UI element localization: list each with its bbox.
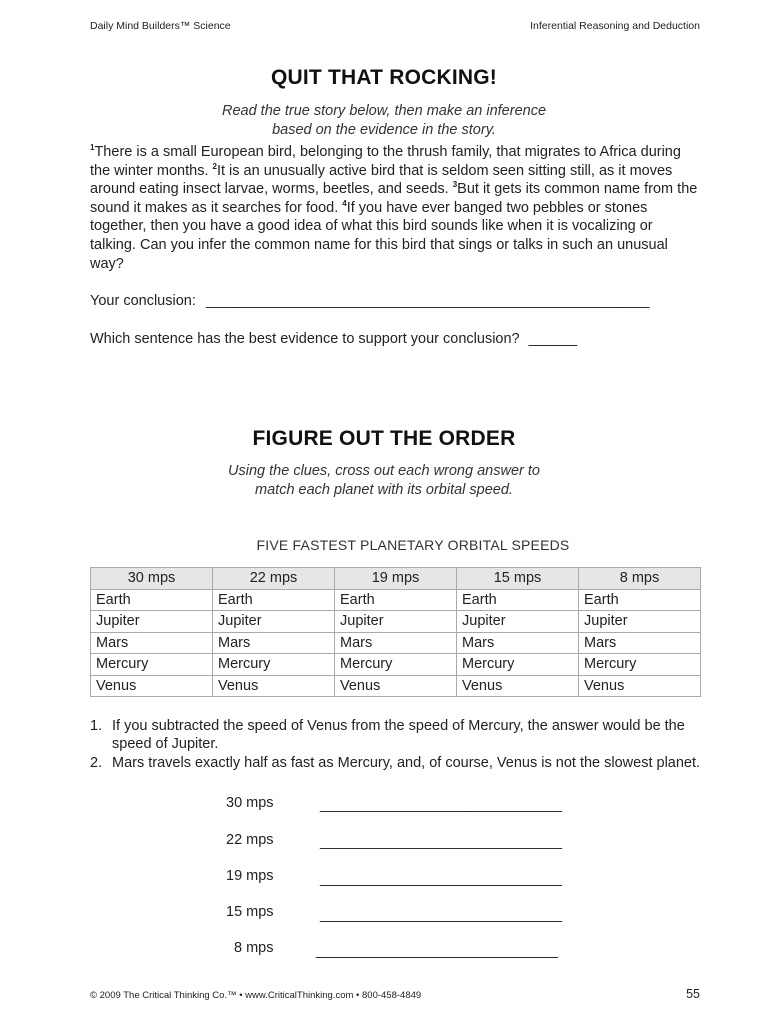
story-sentence: If you have ever banged two pebbles or stones together, then you have a good idea of what this bird sounds like when it is vocalizing or talking. Can you infer the common name for this bird that sings or talks in such an unusual way? xyxy=(90,199,668,272)
planet-cell[interactable]: Mercury xyxy=(457,654,579,676)
section2-intro xyxy=(0,462,768,500)
planet-cell[interactable]: Jupiter xyxy=(213,611,335,633)
answer-line[interactable]: ______________________________ xyxy=(320,797,562,813)
answer-label: 30 mps xyxy=(226,795,274,811)
header-left-text: Daily Mind Builders™ Science xyxy=(90,20,231,32)
planet-cell[interactable]: Earth xyxy=(91,589,213,611)
clue-number: 2. xyxy=(90,754,103,771)
planet-cell[interactable]: Venus xyxy=(213,675,335,697)
clue-text: Mars travels exactly half as fast as Mercury, and, of course, Venus is not the slowest planet. xyxy=(112,754,701,771)
planet-cell[interactable]: Earth xyxy=(335,589,457,611)
planet-cell[interactable]: Mars xyxy=(579,632,701,654)
conclusion-answer-line[interactable]: _______________________________________________________ xyxy=(205,293,650,309)
answer-line[interactable]: ______________________________ xyxy=(320,907,562,923)
answer-label: 19 mps xyxy=(226,868,274,884)
sentence-number: 3 xyxy=(452,180,458,190)
planet-cell[interactable]: Mars xyxy=(91,632,213,654)
planet-cell[interactable]: Mars xyxy=(457,632,579,654)
story-sentence: But it gets its common name from the sound it makes as it searches for food. xyxy=(90,181,698,216)
planet-cell[interactable]: Venus xyxy=(335,675,457,697)
answer-label: 15 mps xyxy=(226,904,274,920)
evidence-row xyxy=(90,331,577,347)
column-header: 30 mps xyxy=(91,568,213,590)
story-sentence: There is a small European bird, belonging to the thrush family, that migrates to Africa during the winter months. xyxy=(90,144,681,179)
section1-intro-line2: based on the evidence in the story. xyxy=(272,122,496,138)
planet-cell[interactable]: Jupiter xyxy=(91,611,213,633)
column-header: 19 mps xyxy=(335,568,457,590)
section1-intro xyxy=(0,102,768,140)
column-header: 22 mps xyxy=(213,568,335,590)
table-header-row xyxy=(91,568,701,590)
section1-intro-line1: Read the true story below, then make an inference xyxy=(221,103,547,119)
planet-cell[interactable]: Mercury xyxy=(213,654,335,676)
header-right-text: Inferential Reasoning and Deduction xyxy=(530,20,700,32)
planet-cell[interactable]: Mars xyxy=(335,632,457,654)
planet-cell[interactable]: Earth xyxy=(457,589,579,611)
answer-line[interactable]: ______________________________ xyxy=(320,834,562,850)
answer-line[interactable]: ______________________________ xyxy=(320,871,562,887)
table-row xyxy=(91,675,701,697)
story-sentence: It is an unusually active bird that is seldom seen sitting still, as it moves around eating insect larvae, worms, beetles, and seeds. xyxy=(90,162,673,198)
sentence-number: 1 xyxy=(90,143,95,153)
column-header: 8 mps xyxy=(579,568,701,590)
planet-cell[interactable]: Venus xyxy=(457,675,579,697)
footer-copyright: © 2009 The Critical Thinking Co.™ • www.CriticalThinking.com • 800-458-4849 xyxy=(90,990,422,1001)
table-title: FIVE FASTEST PLANETARY ORBITAL SPEEDS xyxy=(256,537,570,553)
evidence-question: Which sentence has the best evidence to support your conclusion? xyxy=(90,331,520,347)
planet-cell[interactable]: Jupiter xyxy=(335,611,457,633)
evidence-answer-line[interactable]: ______ xyxy=(528,331,578,347)
planet-cell[interactable]: Mercury xyxy=(579,654,701,676)
section2-intro-line2: match each planet with its orbital speed. xyxy=(255,482,513,498)
conclusion-row xyxy=(90,293,649,309)
planet-cell[interactable]: Jupiter xyxy=(457,611,579,633)
sentence-number: 2 xyxy=(212,161,217,171)
planet-cell[interactable]: Jupiter xyxy=(579,611,701,633)
answer-label: 8 mps xyxy=(234,940,274,956)
planet-cell[interactable]: Mercury xyxy=(91,654,213,676)
section2-title: FIGURE OUT THE ORDER xyxy=(252,427,516,450)
clue-item xyxy=(90,717,710,754)
planet-cell[interactable]: Earth xyxy=(213,589,335,611)
table-row xyxy=(91,654,701,676)
planet-cell[interactable]: Venus xyxy=(579,675,701,697)
orbital-speed-table xyxy=(90,567,701,697)
table-row xyxy=(91,611,701,633)
answer-label: 22 mps xyxy=(226,832,274,848)
section2-intro-line1: Using the clues, cross out each wrong answer to xyxy=(228,463,540,479)
planet-cell[interactable]: Earth xyxy=(579,589,701,611)
page-number: 55 xyxy=(686,987,700,1001)
sentence-number: 4 xyxy=(342,198,347,208)
table-row xyxy=(91,589,701,611)
planet-cell[interactable]: Mercury xyxy=(335,654,457,676)
planet-cell[interactable]: Venus xyxy=(91,675,213,697)
table-row xyxy=(91,632,701,654)
section1-title: QUIT THAT ROCKING! xyxy=(270,66,498,89)
clue-text: If you subtracted the speed of Venus from the speed of Mercury, the answer would be the speed of Jupiter. xyxy=(112,718,685,753)
clue-item xyxy=(90,754,710,772)
clue-number: 1. xyxy=(90,718,103,734)
conclusion-label: Your conclusion: xyxy=(90,293,196,309)
column-header: 15 mps xyxy=(457,568,579,590)
planet-cell[interactable]: Mars xyxy=(213,632,335,654)
clue-list xyxy=(90,717,710,772)
story-paragraph xyxy=(90,143,700,273)
answer-line[interactable]: ______________________________ xyxy=(316,943,558,959)
